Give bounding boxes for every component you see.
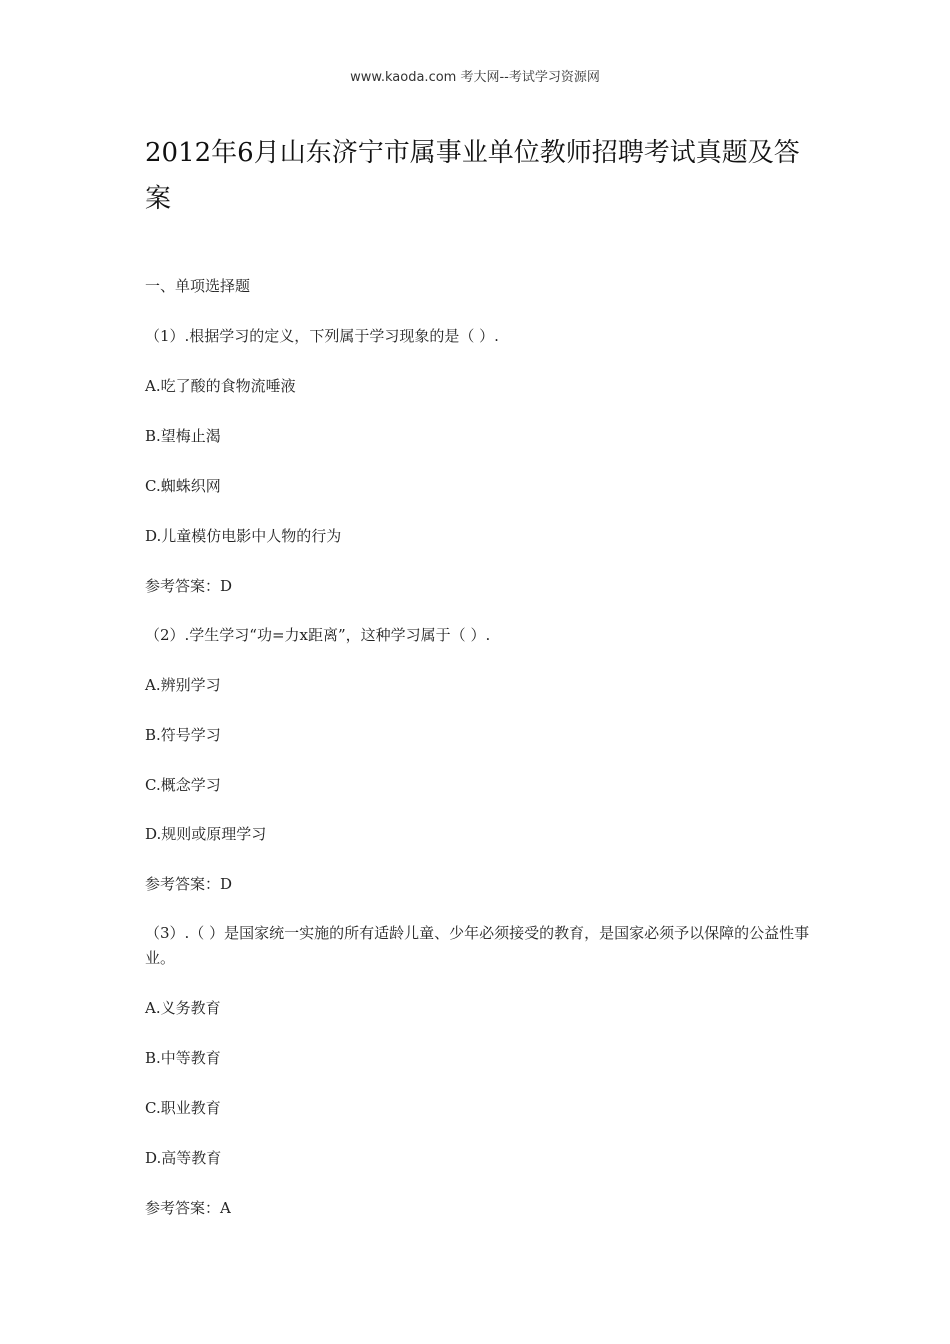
question-1-option-b: B.望梅止渴 [145, 427, 221, 445]
question-1-option-d: D.儿童模仿电影中人物的行为 [145, 527, 342, 545]
question-3-stem: （3）.（ ）是国家统一实施的所有适龄儿童、少年必须接受的教育，是国家必须予以保障的公益性事业。 [145, 924, 810, 967]
question-2-option-c: C.概念学习 [145, 776, 221, 794]
question-3-option-b: B.中等教育 [145, 1049, 221, 1067]
question-2-option-a: A.辨别学习 [145, 676, 221, 694]
question-3-option-d: D.高等教育 [145, 1149, 222, 1167]
question-3-option-c: C.职业教育 [145, 1099, 221, 1117]
question-3-answer: 参考答案：A [145, 1199, 231, 1217]
header-site-url: www.kaoda.com [350, 70, 457, 85]
question-1-answer: 参考答案：D [145, 577, 233, 595]
question-3-option-a: A.义务教育 [145, 999, 221, 1017]
header-site-name: 考大网--考试学习资源网 [456, 70, 600, 85]
question-1-option-a: A.吃了酸的食物流唾液 [145, 377, 296, 395]
question-2-answer: 参考答案：D [145, 875, 233, 893]
question-2-option-b: B.符号学习 [145, 726, 221, 744]
question-2-stem: （2）.学生学习“功=力x距离”，这种学习属于（ ）. [145, 626, 491, 644]
question-2-option-d: D.规则或原理学习 [145, 825, 267, 843]
document-title: 2012年6月山东济宁市属事业单位教师招聘考试真题及答案 [145, 138, 800, 214]
page-header [0, 66, 950, 85]
section-heading: 一、单项选择题 [145, 277, 251, 295]
question-1-stem: （1）.根据学习的定义，下列属于学习现象的是（ ）. [145, 327, 499, 345]
question-1-option-c: C.蜘蛛织网 [145, 477, 221, 495]
